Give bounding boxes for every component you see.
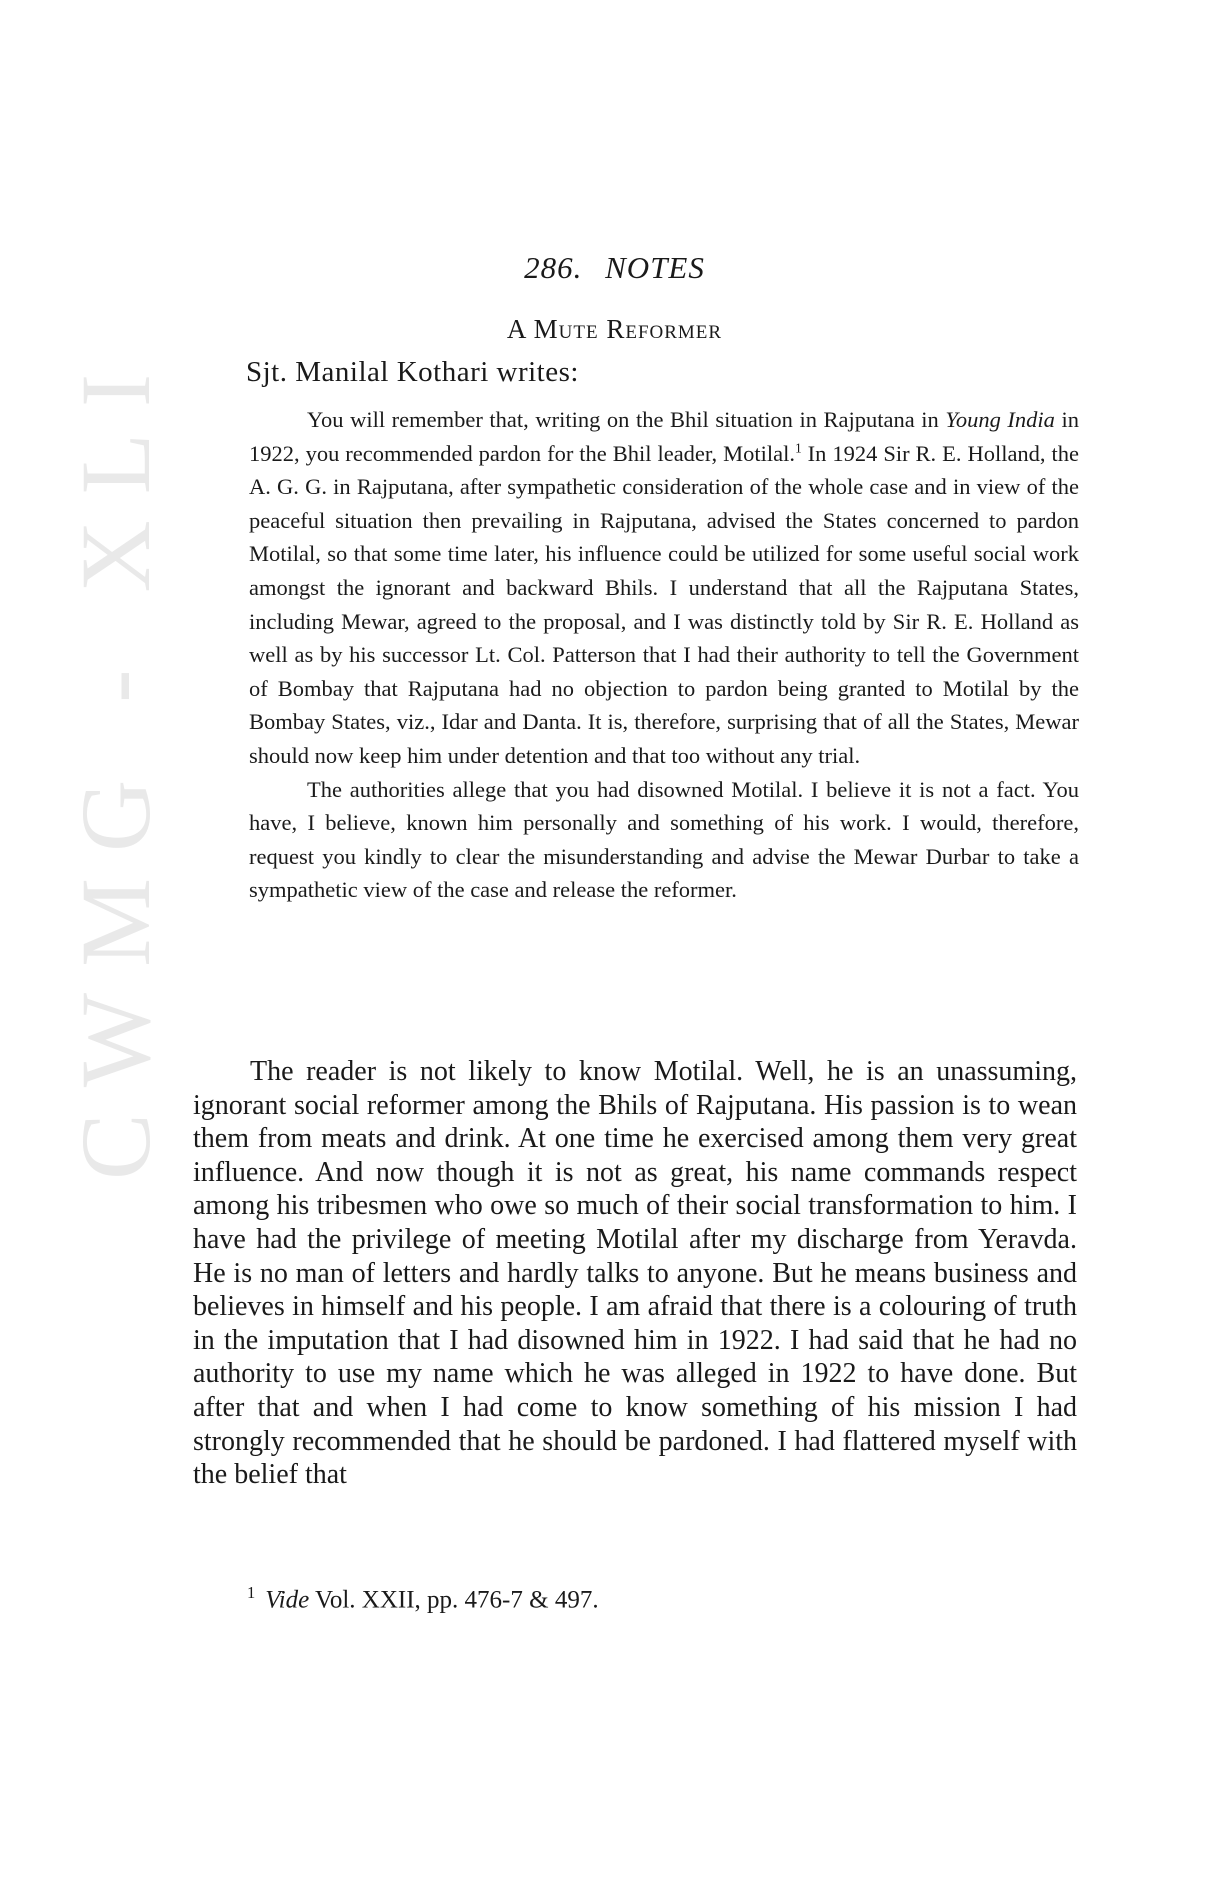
footnote [247, 1583, 599, 1614]
body-text: The reader is not likely to know Motilal. Well, he is an unassuming, ignorant social reformer among the Bhils of Rajputana. His passion is to wean them from meats and drink. At one time he exercised among them very great influence. And now though it is not as great, his name commands respect among his tribesmen who owe so much of their social transformation to him. I have had the privilege of meeting Motilal after my discharge from Yeravda. He is no man of letters and hardly talks to anyone. But he means business and believes in himself and his people. I am afraid that there is a colouring of truth in the imputation that I had disowned him in 1922. I had said that he had no authority to use my name which he was alleged in 1922 to have done. But after that and when I had come to know something of his mission I had strongly recommended that he should be pardoned. I had flattered myself with the belief that [193, 1056, 1077, 1491]
quote-paragraph-2: The authorities allege that you had disowned Motilal. I believe it is not a fact. You have, I believe, known him personally and something of his work. I would, therefore, request you kindly to clear the misunderstanding and advise the Mewar Durbar to take a sympathetic view of the case and release the reformer. [249, 776, 1079, 903]
quote-text-c: In 1924 Sir R. E. Holland, the A. G. G. in Rajputana, after sympathetic consideration of the whole case and in view of the peaceful situation then prevailing in Rajputana, advised the States concerned to pardon Motilal, so that some time later, his influence could be utilized for some useful social work amongst the ignorant and backward Bhils. I understand that all the Rajputana States, including Mewar, agreed to the proposal, and I was distinctly told by Sir R. E. Holland as well as by his successor Lt. Col. Patterson that I had their authority to tell the Government of Bombay that Rajputana had no objection to pardon being granted to Motilal by the Bombay States, viz., Idar and Danta. It is, therefore, surprising that of all the States, Mewar should now keep him under detention and that too without any trial. [249, 440, 1079, 768]
quote-text-b: in 1922, you recommended pardon for the Bhil leader, Motilal. [249, 407, 1079, 466]
section-number: 286. [524, 250, 583, 285]
footnote-vide: Vide [265, 1586, 310, 1614]
intro-line: Sjt. Manilal Kothari writes: [246, 356, 579, 388]
body-paragraph [193, 1055, 1077, 1492]
article-title: A Mute Reformer [506, 314, 723, 344]
section-title: NOTES [605, 250, 705, 285]
footnote-text: Vol. XXII, pp. 476-7 & 497. [309, 1586, 599, 1614]
quoted-letter [249, 403, 1079, 907]
quote-paragraph-1 [249, 403, 1079, 773]
quote-text-a: You will remember that, writing on the Bhil situation in Rajputana in [307, 407, 946, 432]
section-heading [0, 250, 1229, 286]
publication-title: Young India [945, 407, 1055, 432]
footnote-reference: 1 [794, 440, 802, 456]
footnote-mark: 1 [247, 1583, 256, 1602]
watermark: CWMG - XLI [60, 347, 171, 1180]
